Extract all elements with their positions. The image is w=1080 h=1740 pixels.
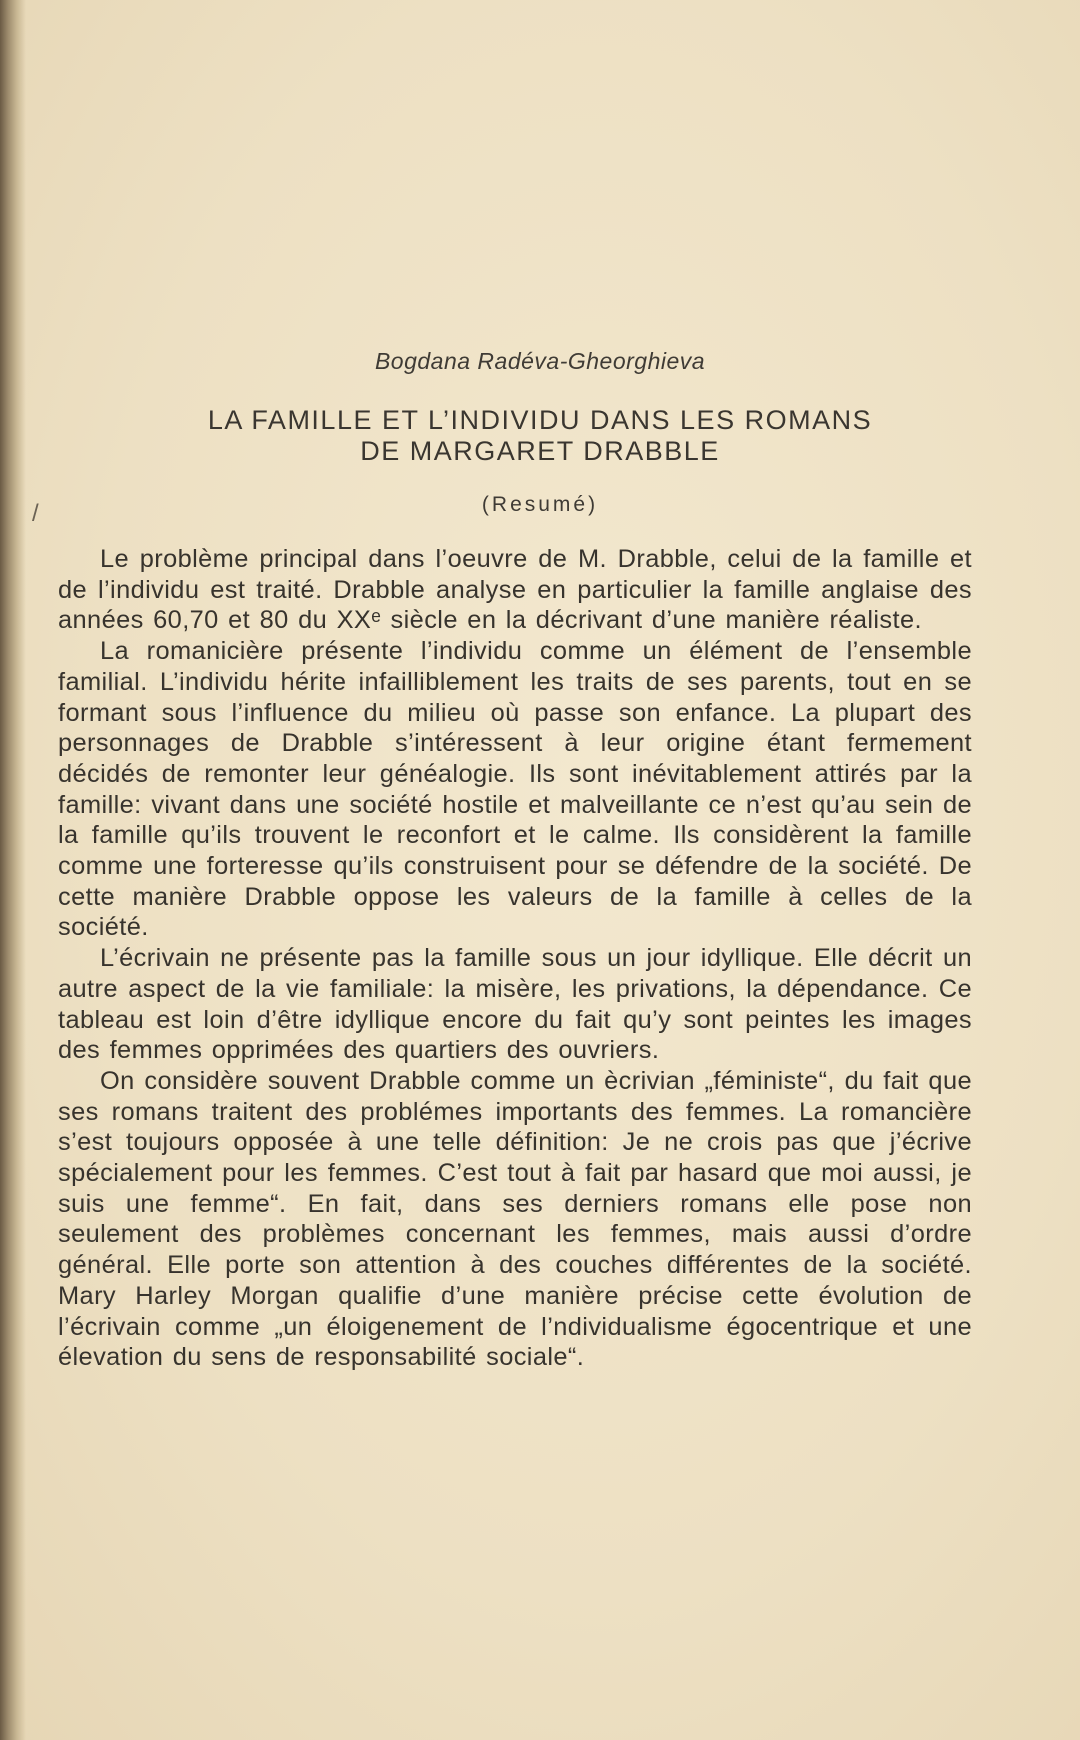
- title-line-2: DE MARGARET DRABBLE: [360, 436, 720, 466]
- book-binding-edge: [0, 0, 26, 1740]
- paragraph: Le problème principal dans l’oeuvre de M. Drabble, celui de la famille et de l’individu est traité. Drabble analyse en particulier la famille anglaise des années 60,70 et 80 du XXᵉ siècle en la décrivant d’une manière réaliste.: [58, 545, 972, 635]
- paragraph: L’écrivain ne présente pas la famille sous un jour idyllique. Elle décrit un autre aspect de la vie familiale: la misère, les privations, la dépendance. Ce tableau est loin d’être idyllique encore du fait qu’y sont peintes les images des femmes opprimées des quartiers des ouvriers.: [58, 944, 972, 1065]
- article-title: [0, 405, 1080, 467]
- title-line-1: LA FAMILLE ET L’INDIVIDU DANS LES ROMANS: [207, 405, 873, 435]
- subtitle: (Resumé): [481, 493, 599, 516]
- body-text: [58, 544, 972, 1373]
- paragraph: On considère souvent Drabble comme un ècrivian „féministe“, du fait que ses romans traitent des problémes importants des femmes. La romancière s’est toujours opposée à une telle définition: Je ne crois pas que j’écrive spécialement pour les femmes. C’est tout à fait par hasard que moi aussi, je suis une femme“. En fait, dans ses derniers romans elle pose non seulement des problèmes concernant les femmes, mais aussi d’ordre général. Elle porte son attention à des couches différentes de la société. Mary Harley Morgan qualifie d’une manière précise cette évolution de l’écrivain comme „un éloigenement de l’ndividualisme égocentrique et une élevation du sens de responsabilité sociale“.: [58, 1066, 972, 1372]
- paragraph: La romanicière présente l’individu comme un élément de l’ensemble familial. L’individu hérite infailliblement les traits de ses parents, tout en se formant sous l’influence du milieu où passe son enfance. La plupart des personnages de Drabble s’intéressent à leur origine étant fermement décidés de remonter leur généalogie. Ils sont inévitablement attirés par la famille: vivant dans une société hostile et malveillante ce n’est qu’au sein de la famille qu’ils trouvent le reconfort et le calme. Ils considèrent la famille comme une forteresse qu’ils construisent pour se défendre de la société. De cette manière Drabble oppose les valeurs de la famille à celles de la société.: [58, 637, 972, 942]
- author-name: Bogdana Radéva-Gheorghieva: [374, 348, 706, 374]
- margin-mark: /: [32, 500, 39, 527]
